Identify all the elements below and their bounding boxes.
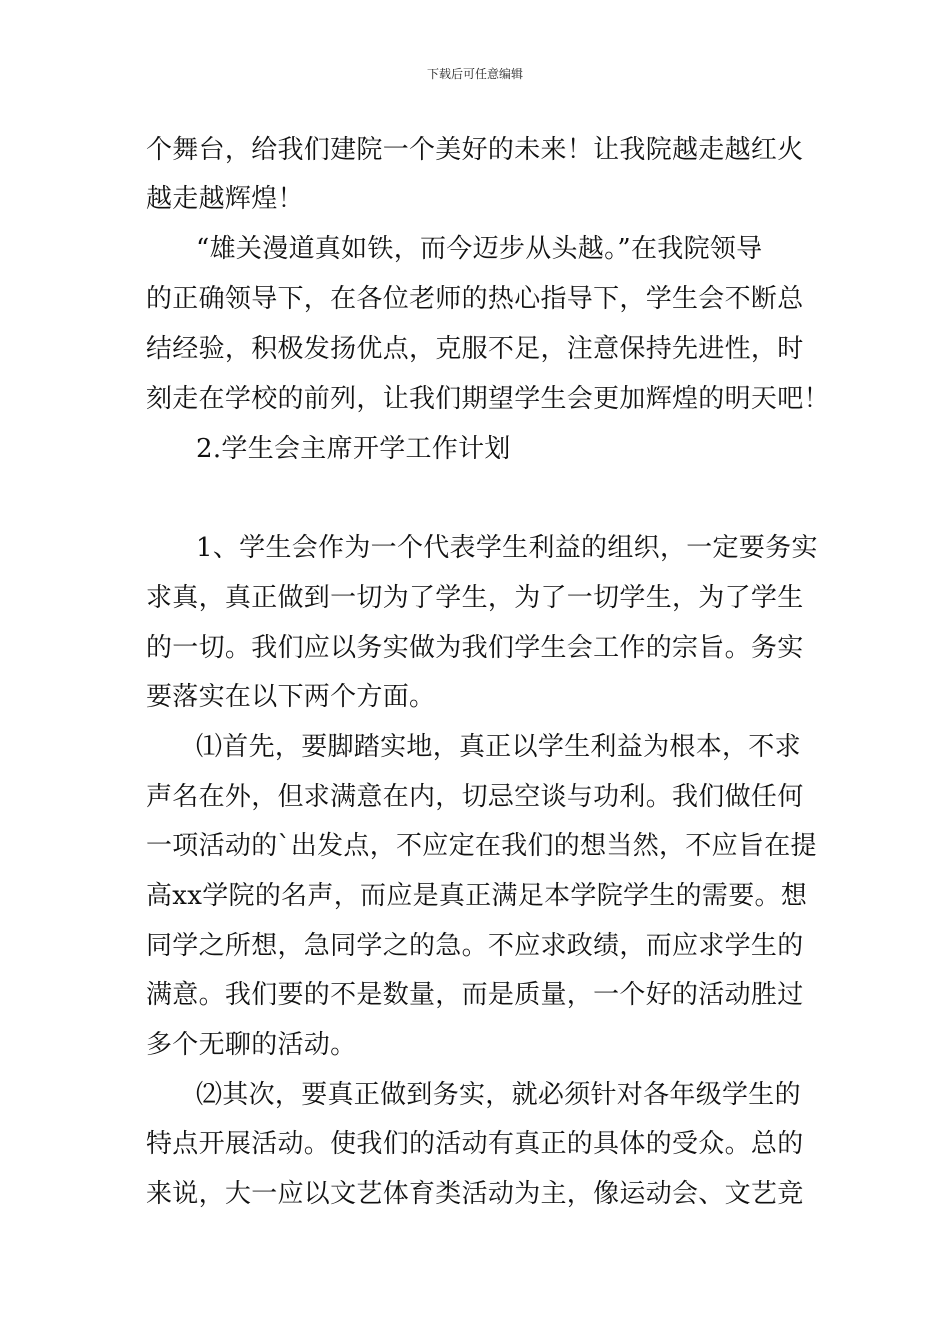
text-line: 同学之所想，急同学之的急。不应求政绩，而应求学生的 [146,931,804,961]
text-line: 多个无聊的活动。 [146,1030,357,1060]
text-line: ⑴首先，要脚踏实地，真正以学生利益为根本，不求 [196,732,801,762]
text-line: 刻走在学校的前列，让我们期望学生会更加辉煌的明天吧！ [146,384,830,414]
text-line: 一项活动的`出发点，不应定在我们的想当然，不应旨在提 [146,831,817,861]
text-line: 求真，真正做到一切为了学生，为了一切学生，为了学生 [146,583,804,613]
text-line: 越走越辉煌！ [146,184,304,214]
text-line: 特点开展活动。使我们的活动有真正的具体的受众。总的 [146,1129,804,1159]
text-line: 高xx学院的名声，而应是真正满足本学院学生的需要。想 [146,881,808,911]
page-header: 下载后可任意编辑 [426,67,523,81]
section-heading: 2.学生会主席开学工作计划 [196,434,511,464]
text-line: 结经验，积极发扬优点，克服不足，注意保持先进性，时 [146,334,804,364]
text-line: 满意。我们要的不是数量，而是质量，一个好的活动胜过 [146,980,804,1010]
text-line: 的正确领导下，在各位老师的热心指导下，学生会不断总 [146,284,804,314]
text-line: ⑵其次，要真正做到务实，就必须针对各年级学生的 [196,1080,801,1110]
text-line: 的一切。我们应以务实做为我们学生会工作的宗旨。务实 [146,633,804,663]
text-line: “雄关漫道真如铁，而今迈步从头越。”在我院领导 [196,234,763,264]
text-line: 声名在外，但求满意在内，切忌空谈与功利。我们做任何 [146,782,804,812]
text-line: 个舞台，给我们建院一个美好的未来！让我院越走越红火 [146,135,804,165]
text-line: 要落实在以下两个方面。 [146,682,436,712]
text-line: 1、学生会作为一个代表学生利益的组织，一定要务实 [196,533,818,563]
text-line: 来说，大一应以文艺体育类活动为主，像运动会、文艺竞 [146,1179,804,1209]
